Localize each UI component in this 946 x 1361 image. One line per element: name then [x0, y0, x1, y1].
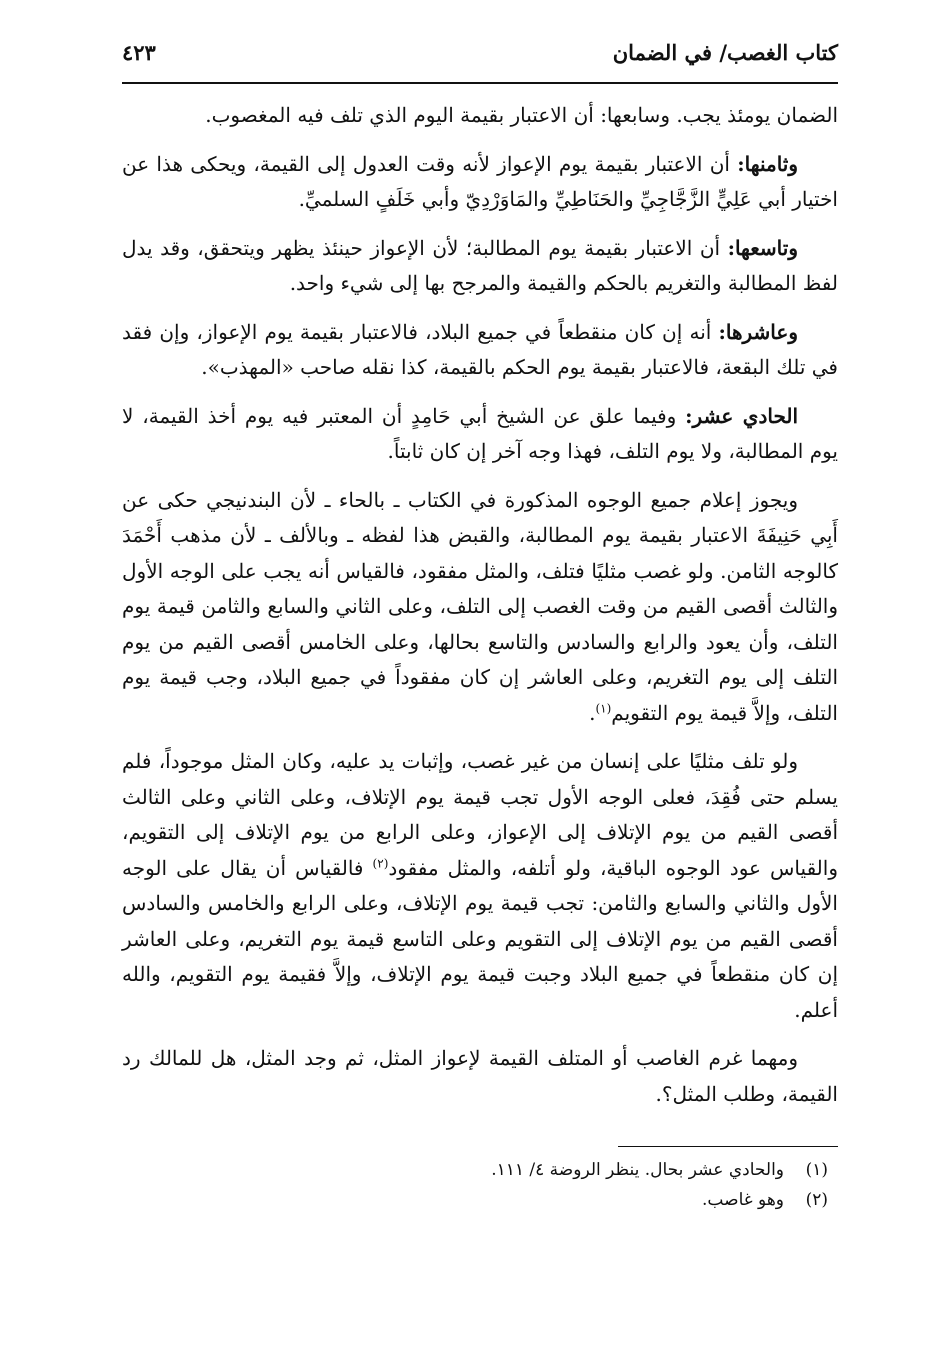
paragraph-text: أن الاعتبار بقيمة يوم المطالبة؛ لأن الإعواز حينئذ يظهر ويتحقق، وقد يدل لفظ المطالبة والتغريم بالحكم والقيمة والمرجح بها إلى شيء واحد. — [122, 235, 838, 295]
main-text — [122, 98, 838, 1112]
footnote-text: وهو غاصب. — [702, 1190, 784, 1210]
header-title: كتاب الغصب/ في الضمان — [612, 40, 838, 65]
paragraph-text-cont: فالقياس أن يقال على الوجه الأول والثاني والسابع والثامن: تجب قيمة يوم الإتلاف، وعلى الرابع والخامس والسادس أقصى القيم من يوم الإتلاف إلى التقويم وعلى التاسع قيمة يوم التغريم، وعلى العاشر إن كان منقطعاً في جميع البلاد وجبت قيمة يوم الإتلاف، وإلاَّ فقيمة يوم التقويم، والله أعلم. — [122, 855, 839, 1022]
paragraph-4 — [122, 315, 838, 386]
paragraph-text: ومهما غرم الغاصب أو المتلف القيمة لإعواز المثل، ثم وجد المثل، هل للمالك رد القيمة، وطلب المثل؟. — [122, 1046, 838, 1106]
paragraph-lead: الحادي عشر: — [685, 403, 799, 428]
book-page — [122, 40, 838, 1215]
page-number: ٤٢٣ — [122, 40, 156, 65]
footnote-marker: (١) — [595, 700, 612, 715]
footnote-separator — [618, 1146, 838, 1147]
paragraph-text: الضمان يومئذ يجب. وسابعها: أن الاعتبار بقيمة اليوم الذي تلف فيه المغصوب. — [205, 103, 838, 127]
paragraph-text: أنه إن كان منقطعاً في جميع البلاد، فالاعتبار بقيمة يوم الإعواز، وإن فقد في تلك البقعة، فالاعتبار بقيمة يوم الحكم بالقيمة، كذا نقله صاحب «المهذب». — [122, 319, 838, 379]
paragraph-5 — [122, 399, 838, 470]
footnote-text: والحادي عشر بحال. ينظر الروضة ٤/ ١١١. — [491, 1160, 784, 1180]
paragraph-8 — [122, 1041, 838, 1112]
footnote-1 — [122, 1155, 838, 1185]
running-header — [122, 40, 838, 84]
paragraph-lead: وتاسعها: — [727, 235, 798, 260]
footnote-number: (٢) — [805, 1190, 828, 1210]
footnotes — [122, 1155, 838, 1215]
paragraph-text: ولو تلف مثليًا على إنسان من غير غصب، وإثبات يد عليه، وكان المثل موجوداً، فلم يسلم حتى فُقِدَ، فعلى الوجه الأول تجب قيمة يوم الإتلاف، وعلى الثاني وعلى الثالث أقصى القيم من يوم الإتلاف إلى الإعواز، وعلى الرابع من يوم الإتلاف إلى التقويم، والقياس عود الوجوه الباقية، ولو أتلفه، والمثل مفقود — [122, 749, 838, 880]
paragraph-2 — [122, 147, 838, 218]
paragraph-text: أن الاعتبار بقيمة يوم الإعواز لأنه وقت العدول إلى القيمة، ويحكى هذا عن اختيار أبي عَلِيٍّ الزَّجَّاجِيِّ والحَنَاطِيِّ والمَاوَرْدِيّ وأبي خَلَفٍ السلميِّ. — [122, 151, 838, 211]
footnote-marker: (٢) — [372, 855, 389, 870]
footnote-number: (١) — [805, 1160, 828, 1180]
paragraph-3 — [122, 231, 838, 302]
paragraph-7 — [122, 744, 838, 1028]
paragraph-1 — [122, 98, 838, 134]
paragraph-6 — [122, 483, 838, 732]
paragraph-tail: . — [589, 700, 596, 725]
paragraph-text: ويجوز إعلام جميع الوجوه المذكورة في الكتاب ـ بالحاء ـ لأن البندنيجي حكى عن أَبِي حَنِيفَةَ الاعتبار بقيمة يوم المطالبة، والقبض هذا لفظه ـ وبالألف ـ لأن مذهب أَحْمَدَ كالوجه الثامن. ولو غصب مثليًا فتلف، والمثل مفقود، فالقياس أنه يجب على الوجه الأول والثالث أقصى القيم من وقت الغصب إلى التلف، وعلى الثاني والسابع والثامن قيمة يوم التلف، وأن يعود والرابع والسادس والتاسع بحالها، وعلى الخامس أقصى القيم من يوم التلف إلى يوم التغريم، وعلى العاشر إن كان مفقوداً في جميع البلاد، وجب قيمة يوم التلف، وإلاَّ قيمة يوم التقويم — [122, 487, 838, 725]
paragraph-lead: وعاشرها: — [718, 319, 798, 344]
footnote-2 — [122, 1185, 838, 1215]
paragraph-text: وفيما علق عن الشيخ أبي حَامِدٍ أن المعتبر فيه يوم أخذ القيمة، لا يوم المطالبة، ولا يوم التلف، فهذا وجه آخر إن كان ثابتاً. — [122, 403, 838, 463]
paragraph-lead: وثامنها: — [737, 151, 799, 176]
